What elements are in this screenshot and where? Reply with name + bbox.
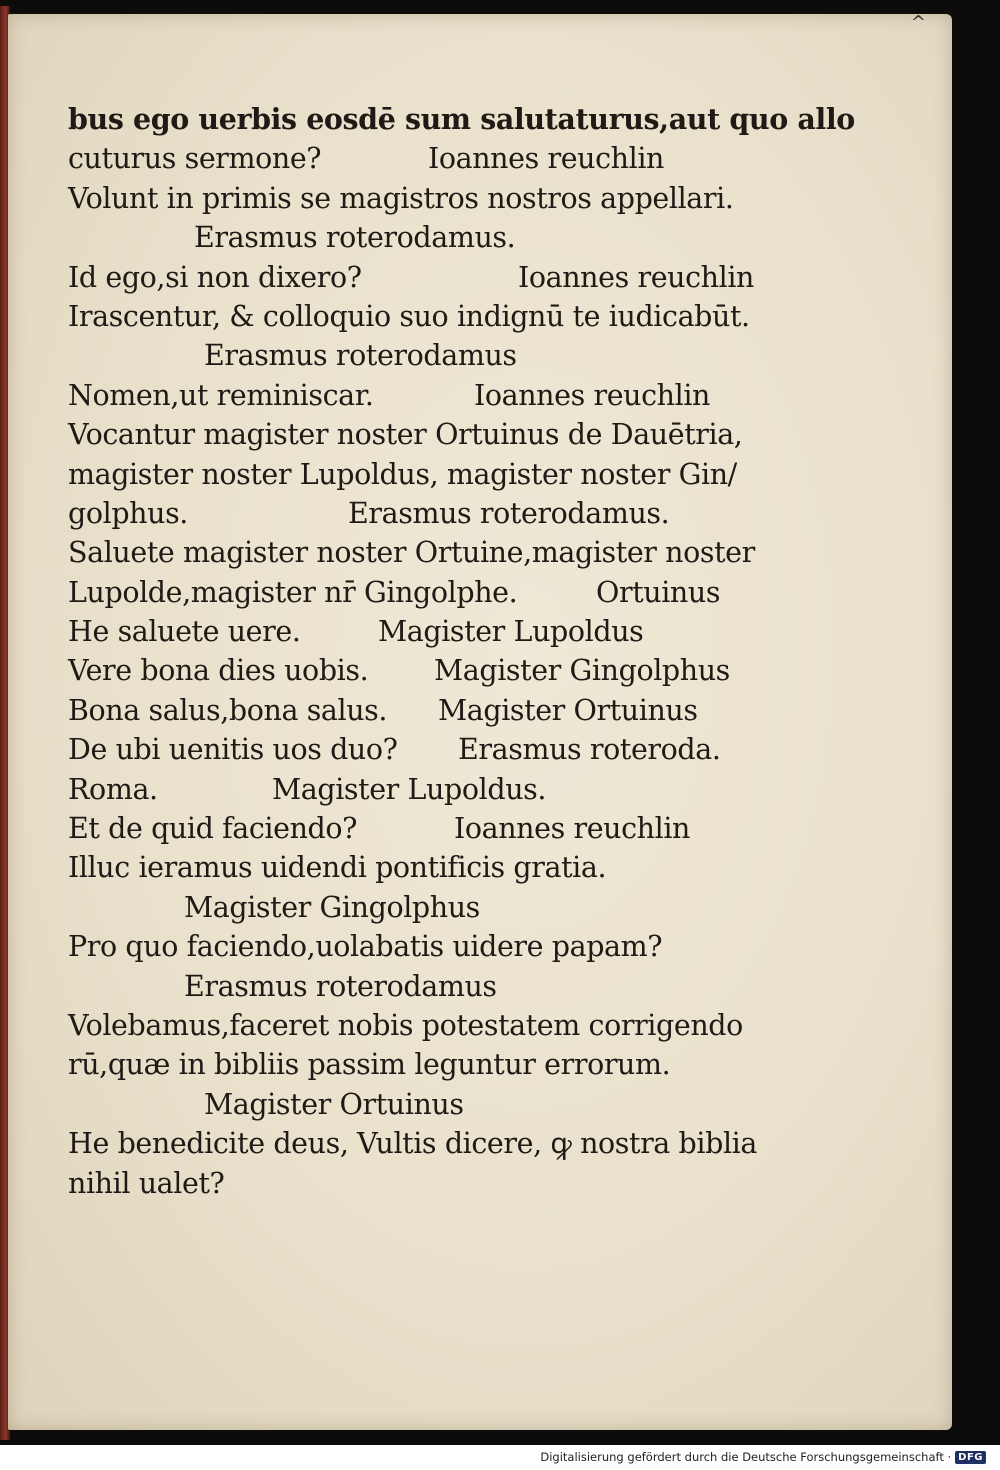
text-line [68, 179, 788, 218]
line-text: magister noster Lupoldus, magister noster Gin/ [68, 457, 737, 491]
text-line [68, 336, 788, 375]
line-text: Volunt in primis se magistros nostros appellari. [68, 181, 734, 215]
text-line [68, 139, 788, 178]
text-line [68, 573, 788, 612]
text-line [68, 612, 788, 651]
speaker-name: Magister Lupoldus [378, 615, 644, 649]
line-text: Irascentur, & colloquio suo indignū te iudicabūt. [68, 299, 750, 333]
line-text: Magister Ortuinus [204, 1087, 464, 1121]
text-line [68, 1085, 788, 1124]
text-line [68, 651, 788, 690]
line-text: nihil ualet? [68, 1166, 225, 1200]
page-corner-mark: ^ [910, 12, 926, 33]
text-line [68, 415, 788, 454]
speaker-name: Ioannes reuchlin [474, 378, 711, 412]
speaker-name: Ioannes reuchlin [454, 812, 691, 846]
speaker-name: Erasmus roterodamus. [348, 496, 670, 530]
text-line [68, 1124, 788, 1163]
text-line [68, 218, 788, 257]
line-text: Vocantur magister noster Ortuinus de Dauētria, [68, 418, 743, 452]
line-text: He benedicite deus, Vultis dicere, ꝙ nostra biblia [68, 1127, 757, 1161]
book-page [8, 14, 952, 1430]
line-text: Bona salus,bona salus. [68, 693, 388, 727]
speaker-name: Magister Lupoldus. [272, 772, 547, 806]
line-text: Erasmus roterodamus [184, 969, 497, 1003]
line-text: Vere bona dies uobis. [68, 654, 369, 688]
text-line [68, 455, 788, 494]
line-text: De ubi uenitis uos duo? [68, 733, 398, 767]
dfg-logo: DFG [955, 1451, 986, 1464]
digitization-credit [540, 1448, 986, 1466]
line-text: Pro quo faciendo,uolabatis uidere papam? [68, 930, 663, 964]
line-text: Saluete magister noster Ortuine,magister noster [68, 536, 755, 570]
speaker-name: Magister Ortuinus [438, 693, 698, 727]
line-text: Lupolde,magister nr̄ Gingolphe. [68, 575, 518, 609]
line-text: Erasmus roterodamus [204, 339, 517, 373]
speaker-name: Ioannes reuchlin [428, 142, 665, 176]
text-line [68, 809, 788, 848]
printed-text-block [68, 100, 855, 1203]
speaker-name: Erasmus roteroda. [458, 733, 721, 767]
line-text: rū,quæ in bibliis passim leguntur errorum. [68, 1048, 671, 1082]
credit-text: Digitalisierung gefördert durch die Deutsche Forschungsgemeinschaft · [540, 1450, 952, 1464]
text-line [68, 1164, 788, 1203]
text-line [68, 770, 788, 809]
text-line [68, 100, 855, 139]
text-line [68, 967, 788, 1006]
text-line [68, 494, 788, 533]
line-text: Nomen,ut reminiscar. [68, 378, 374, 412]
text-line [68, 730, 788, 769]
text-line [68, 1006, 788, 1045]
text-line [68, 848, 788, 887]
text-line [68, 1045, 788, 1084]
text-line [68, 297, 788, 336]
line-text: Magister Gingolphus [184, 890, 480, 924]
line-text: Et de quid faciendo? [68, 812, 358, 846]
speaker-name: Ioannes reuchlin [518, 260, 755, 294]
line-text: Erasmus roterodamus. [194, 221, 516, 255]
line-text: Illuc ieramus uidendi pontificis gratia. [68, 851, 607, 885]
line-text: bus ego uerbis eosdē sum salutaturus,aut quo allo [68, 102, 855, 136]
line-text: cuturus sermone? [68, 142, 322, 176]
text-line [68, 691, 788, 730]
speaker-name: Magister Gingolphus [434, 654, 730, 688]
text-line [68, 258, 788, 297]
line-text: Roma. [68, 772, 158, 806]
line-text: golphus. [68, 496, 188, 530]
speaker-name: Ortuinus [596, 575, 721, 609]
text-line [68, 927, 788, 966]
text-line [68, 376, 788, 415]
line-text: He saluete uere. [68, 615, 301, 649]
text-line [68, 533, 788, 572]
line-text: Volebamus,faceret nobis potestatem corrigendo [68, 1008, 743, 1042]
text-line [68, 888, 788, 927]
line-text: Id ego,si non dixero? [68, 260, 362, 294]
